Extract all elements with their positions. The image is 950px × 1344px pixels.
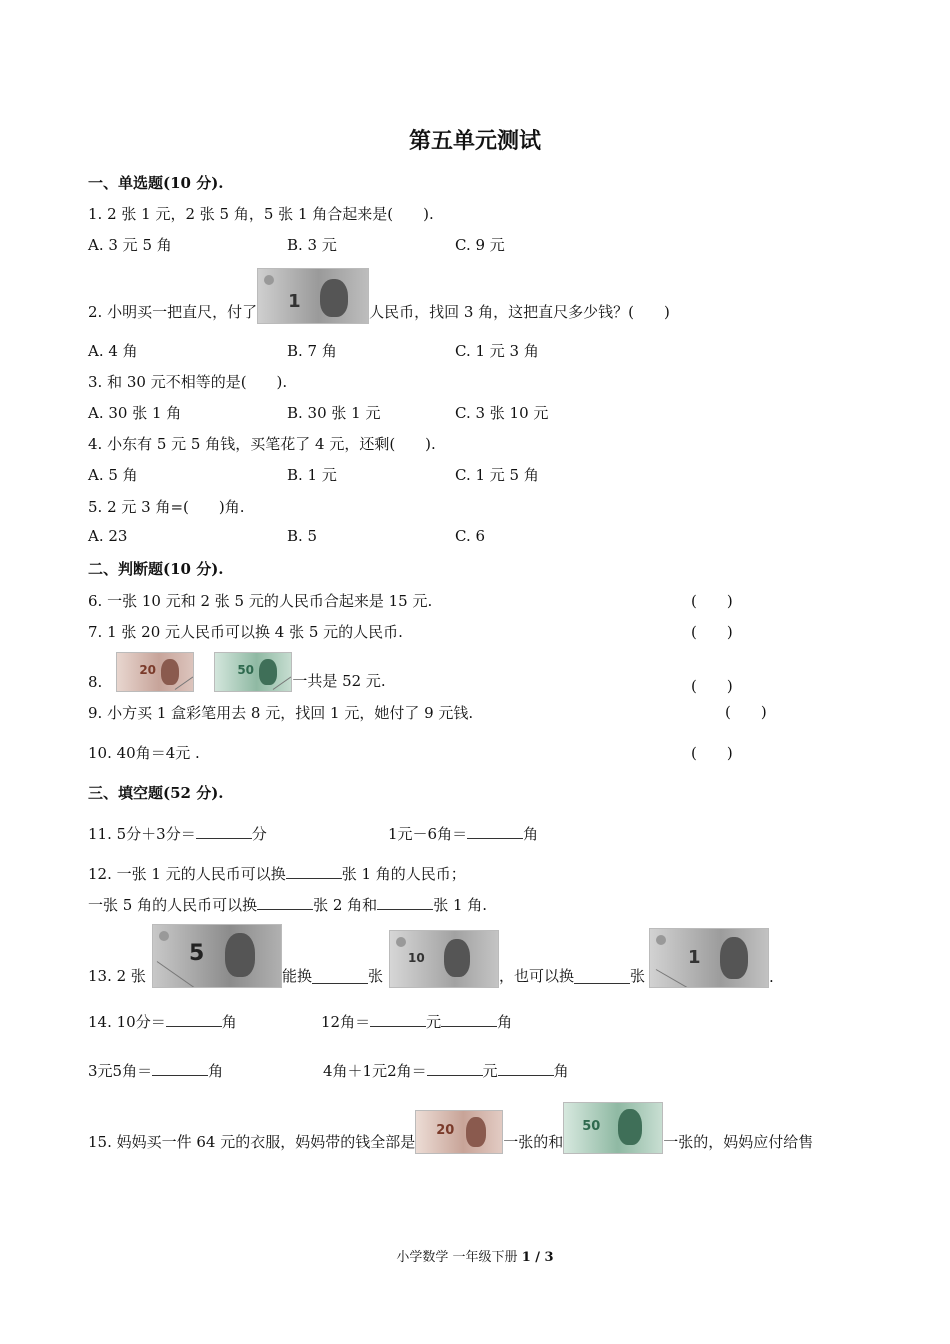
option-c: C. 1 元 5 角: [455, 466, 539, 484]
banknote-1-yuan-image: [649, 928, 769, 988]
option-c: C. 9 元: [455, 236, 505, 254]
question-10-stem: 10. 40角＝4元 .: [88, 744, 200, 762]
question-5-stem: 5. 2 元 3 角=( )角.: [88, 498, 245, 516]
option-b: B. 1 元: [287, 466, 337, 484]
question-14d: [323, 1060, 569, 1081]
question-15-text: 一张的和: [503, 1133, 564, 1151]
banknote-value: 20: [139, 663, 157, 677]
fill-blank[interactable]: [166, 1012, 222, 1027]
page-number: 1 / 3: [521, 1250, 554, 1265]
question-15-text: 一张的，妈妈应付给售: [663, 1133, 814, 1151]
question-8-text: 一共是 52 元.: [292, 672, 386, 690]
fill-blank[interactable]: [377, 895, 433, 910]
question-12-text: 张 1 角.: [433, 896, 488, 914]
banknote-20-yuan-image: [116, 652, 194, 692]
page-footer: [0, 1246, 950, 1265]
banknote-20-yuan-image: [415, 1110, 503, 1154]
option-a: A. 3 元 5 角: [88, 236, 172, 254]
answer-paren[interactable]: ( ): [725, 703, 767, 721]
question-2-stem: [88, 266, 670, 324]
unit-label: 角: [497, 1013, 513, 1031]
option-c: C. 1 元 3 角: [455, 342, 539, 360]
question-3-stem: 3. 和 30 元不相等的是( ).: [88, 373, 288, 391]
question-8-stem: [88, 646, 386, 692]
banknote-1-jiao-image: [389, 930, 499, 988]
question-12-line2: [88, 894, 487, 915]
footer-text: 小学数学 一年级下册: [396, 1250, 522, 1265]
option-b: B. 3 元: [287, 236, 337, 254]
unit-label: 角: [221, 1013, 237, 1031]
question-12-text: 张 2 角和: [313, 896, 378, 914]
answer-paren[interactable]: ( ): [691, 744, 733, 762]
answer-paren[interactable]: ( ): [691, 592, 733, 610]
question-7-stem: 7. 1 张 20 元人民币可以换 4 张 5 元的人民币.: [88, 623, 403, 641]
banknote-value: 10: [407, 951, 425, 965]
question-11a: [88, 823, 267, 844]
banknote-5-jiao-image: [152, 924, 282, 988]
question-14-text: 3元5角＝: [88, 1062, 153, 1080]
banknote-50-yuan-image: [563, 1102, 663, 1154]
option-a: A. 4 角: [88, 342, 138, 360]
banknote-value: 5: [188, 941, 205, 966]
banknote-value: 1: [688, 947, 701, 968]
fill-blank[interactable]: [196, 824, 252, 839]
banknote-value: 20: [436, 1123, 455, 1138]
question-4-stem: 4. 小东有 5 元 5 角钱，买笔花了 4 元，还剩( ).: [88, 435, 436, 453]
banknote-1-yuan-image: [257, 268, 369, 324]
banknote-value: 50: [237, 663, 255, 677]
question-1-stem: 1. 2 张 1 元，2 张 5 角，5 张 1 角合起来是( ).: [88, 205, 434, 223]
question-11-text: 11. 5分＋3分＝: [88, 825, 196, 843]
unit-label: 角: [208, 1062, 224, 1080]
fill-blank[interactable]: [467, 824, 523, 839]
fill-blank[interactable]: [286, 864, 342, 879]
option-c: C. 6: [455, 527, 486, 545]
question-2-text: 2. 小明买一把直尺，付了: [88, 303, 258, 321]
fill-blank[interactable]: [257, 895, 313, 910]
question-14-text: 4角＋1元2角＝: [323, 1062, 427, 1080]
fill-blank[interactable]: [427, 1061, 483, 1076]
unit-label: 角: [523, 825, 539, 843]
banknote-value: 1: [288, 291, 301, 312]
question-15-text: 15. 妈妈买一件 64 元的衣服，妈妈带的钱全部是: [88, 1133, 416, 1151]
page-title: 第五单元测试: [408, 128, 541, 154]
question-6-stem: 6. 一张 10 元和 2 张 5 元的人民币合起来是 15 元.: [88, 592, 433, 610]
question-13-text: 13. 2 张: [88, 967, 146, 985]
question-13: [88, 922, 774, 988]
fill-blank[interactable]: [441, 1012, 497, 1027]
question-15: [88, 1100, 813, 1154]
option-c: C. 3 张 10 元: [455, 404, 549, 422]
option-a: A. 23: [88, 527, 128, 545]
unit-label: 元: [482, 1062, 498, 1080]
option-b: B. 30 张 1 元: [287, 404, 381, 422]
option-a: A. 30 张 1 角: [88, 404, 182, 422]
question-14a: [88, 1011, 237, 1032]
question-13-text: 能换: [281, 967, 312, 985]
section-heading: 一、单选题(10 分).: [88, 174, 224, 192]
question-14-text: 14. 10分＝: [88, 1013, 166, 1031]
fill-blank[interactable]: [574, 969, 630, 984]
question-2-text-end: 人民币，找回 3 角，这把直尺多少钱？( ): [369, 303, 670, 321]
question-13-text: 张: [629, 967, 645, 985]
question-13-text: ，也可以换: [498, 967, 574, 985]
question-13-text: .: [769, 968, 774, 986]
fill-blank[interactable]: [370, 1012, 426, 1027]
question-13-text: 张: [367, 967, 383, 985]
banknote-value: 50: [582, 1119, 601, 1134]
question-12-text: 12. 一张 1 元的人民币可以换: [88, 865, 286, 883]
option-b: B. 7 角: [287, 342, 337, 360]
fill-blank[interactable]: [312, 969, 368, 984]
question-12-text: 一张 5 角的人民币可以换: [88, 896, 258, 914]
option-b: B. 5: [287, 527, 318, 545]
question-12-text: 张 1 角的人民币；: [341, 865, 466, 883]
fill-blank[interactable]: [498, 1061, 554, 1076]
banknote-50-yuan-image: [214, 652, 292, 692]
question-14b: [321, 1011, 512, 1032]
unit-label: 元: [426, 1013, 442, 1031]
answer-paren[interactable]: ( ): [691, 677, 733, 695]
unit-label: 分: [251, 825, 267, 843]
question-9-stem: 9. 小方买 1 盒彩笔用去 8 元，找回 1 元，她付了 9 元钱.: [88, 704, 474, 722]
question-8-number: 8.: [88, 673, 103, 691]
question-14c: [88, 1060, 223, 1081]
answer-paren[interactable]: ( ): [691, 623, 733, 641]
unit-label: 角: [553, 1062, 569, 1080]
fill-blank[interactable]: [152, 1061, 208, 1076]
question-12-line1: [88, 863, 466, 884]
option-a: A. 5 角: [88, 466, 138, 484]
section-heading: 三、填空题(52 分).: [88, 784, 224, 802]
question-14-text: 12角＝: [321, 1013, 371, 1031]
section-heading: 二、判断题(10 分).: [88, 560, 224, 578]
question-11b: [388, 823, 538, 844]
question-11-text: 1元－6角＝: [388, 825, 468, 843]
